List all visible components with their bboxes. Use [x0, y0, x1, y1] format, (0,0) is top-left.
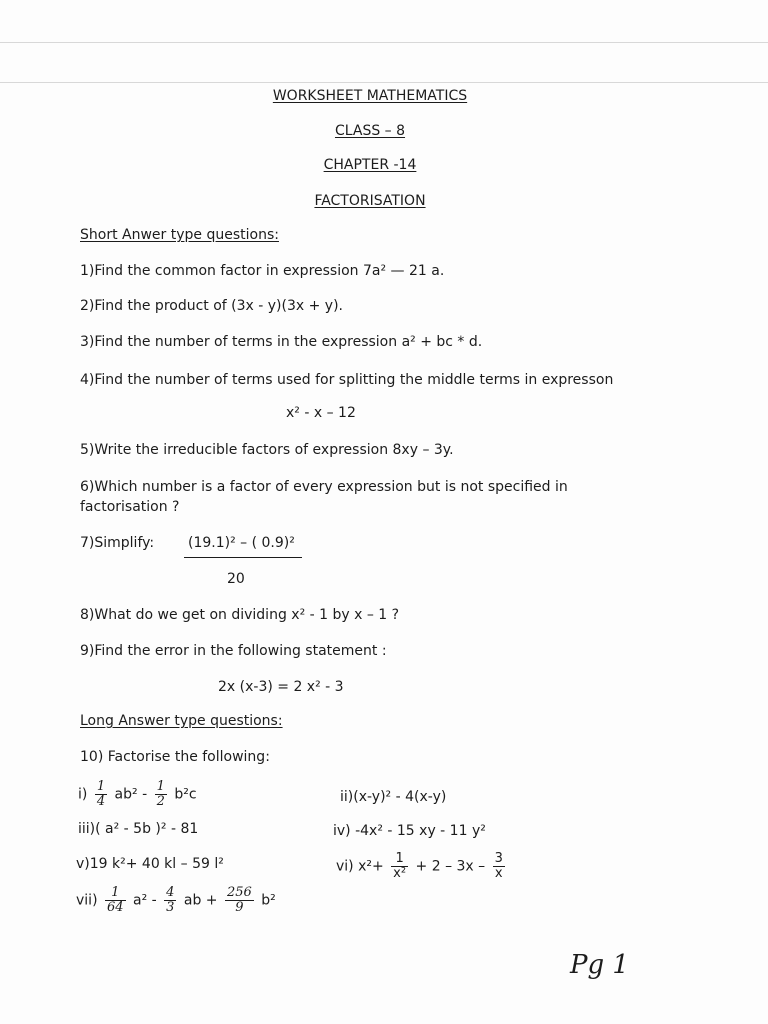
question-3: 3)Find the number of terms in the expression a² + bc * d.: [80, 334, 483, 350]
class-label: CLASS – 8: [334, 123, 406, 139]
worksheet-title: WORKSHEET MATHEMATICS: [272, 88, 468, 104]
fraction: $\frac{1}{\text{x²}}$: [393, 851, 407, 881]
fraction: $\frac{1}{2}$: [156, 779, 165, 809]
part-iv: iv) -4x² - 15 xy - 11 y²: [333, 823, 486, 839]
page-number-handwritten: Pg 1: [570, 950, 629, 980]
part-v: v)19 k²+ 40 kl – 59 l²: [76, 856, 224, 872]
fraction: $\frac{1}{4}$: [96, 779, 106, 809]
fraction: $\frac{256}{9}$: [226, 885, 252, 915]
question-4-expression: x² - x – 12: [286, 405, 356, 421]
question-7-numerator: (19.1)² – ( 0.9)²: [188, 535, 295, 551]
part-vii: vii) $\frac{1}{64}$ a² - $\frac{4}{3}$ ab + $\frac{256}{9}$ b²: [76, 885, 276, 915]
scan-edge-line: [0, 42, 768, 43]
question-5: 5)Write the irreducible factors of expression 8xy – 3y.: [80, 442, 454, 458]
question-8: 8)What do we get on dividing x² - 1 by x – 1 ?: [80, 607, 400, 623]
question-7: 7)Simplify:: [80, 535, 155, 551]
short-answer-heading: Short Anwer type questions:: [80, 227, 279, 243]
question-2: 2)Find the product of (3x - y)(3x + y).: [80, 298, 344, 314]
part-vi: vi) x²+ $\frac{1}{\text{x²}}$ + 2 – 3x – $\frac{3}{x}$: [336, 851, 503, 881]
question-1: 1)Find the common factor in expression 7a² — 21 a.: [80, 263, 445, 279]
question-10: 10) Factorise the following:: [80, 749, 270, 765]
part-ii: ii)(x-y)² - 4(x-y): [340, 789, 447, 805]
question-6-line1: 6)Which number is a factor of every expression but is not specified in: [80, 479, 568, 495]
part-i: i) $\frac{1}{4}$ ab² - $\frac{1}{2}$ b²c: [78, 779, 197, 809]
part-iii: iii)( a² - 5b )² - 81: [78, 821, 199, 837]
topic-label: FACTORISATION: [314, 193, 426, 209]
fraction: $\frac{4}{3}$: [166, 885, 175, 915]
fraction: $\frac{3}{x}$: [494, 851, 503, 881]
question-9: 9)Find the error in the following statement :: [80, 643, 387, 659]
question-9-expression: 2x (x-3) = 2 x² - 3: [218, 679, 344, 695]
long-answer-heading: Long Answer type questions:: [80, 713, 283, 729]
chapter-label: CHAPTER -14: [323, 157, 417, 173]
fraction: $\frac{1}{64}$: [106, 885, 124, 915]
question-6-line2: factorisation ?: [80, 499, 180, 515]
question-7-denominator: 20: [227, 571, 245, 587]
question-4: 4)Find the number of terms used for splitting the middle terms in expresson: [80, 372, 614, 388]
scan-edge-line: [0, 82, 768, 83]
fraction-bar: [184, 557, 302, 558]
